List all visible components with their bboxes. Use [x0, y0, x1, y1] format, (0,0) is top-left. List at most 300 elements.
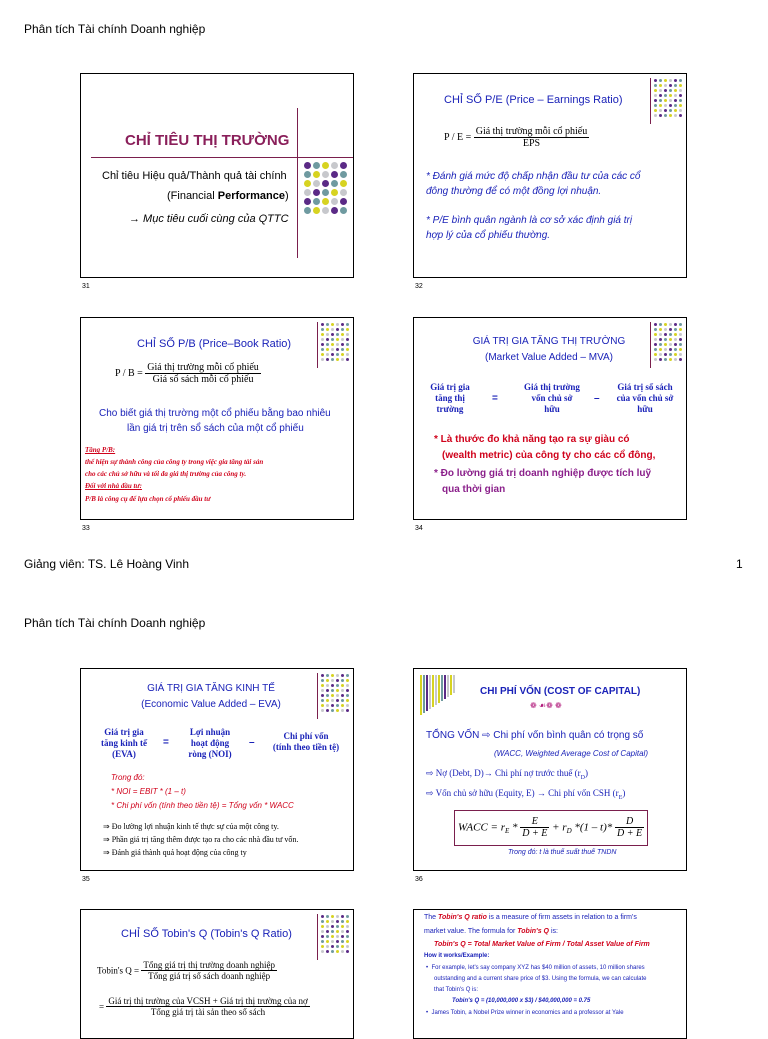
slide-text: Chỉ tiêu Hiệu quả/Thành quả tài chính	[102, 170, 287, 182]
slide-text: * Là thước đo khả năng tạo ra sự giàu có	[434, 434, 630, 445]
decorative-dot	[326, 674, 329, 677]
decorative-dot	[659, 84, 662, 87]
slide-title: CHI PHÍ VỐN (COST OF CAPITAL)	[480, 686, 641, 697]
decorative-stripe	[453, 675, 455, 693]
decorative-dot	[346, 940, 349, 943]
decorative-dot	[341, 925, 344, 928]
decorative-dot	[659, 79, 662, 82]
slide-text: * Chi phí vốn (tính theo tiền tệ) = Tổng vốn * WACC	[111, 801, 294, 810]
slide-title: CHỈ SỐ P/B (Price–Book Ratio)	[137, 338, 292, 350]
decorative-dot	[326, 945, 329, 948]
decorative-dot	[326, 940, 329, 943]
decorative-dot	[346, 694, 349, 697]
decorative-dot	[336, 684, 339, 687]
decorative-dot	[326, 920, 329, 923]
decorative-dot	[331, 704, 334, 707]
decorative-dot	[321, 915, 324, 918]
decorative-dot	[679, 89, 682, 92]
decorative-dot	[664, 109, 667, 112]
slide-37	[80, 909, 354, 1039]
decorative-dot	[669, 338, 672, 341]
decorative-dot	[341, 915, 344, 918]
decorative-dot	[322, 207, 329, 214]
decorative-dot	[331, 945, 334, 948]
decorative-dot	[341, 684, 344, 687]
slide-number: 31	[82, 283, 90, 290]
decorative-dot	[341, 353, 344, 356]
decorative-dot	[669, 99, 672, 102]
decorative-stripe	[438, 675, 440, 703]
minus-sign: –	[594, 393, 600, 404]
decorative-dot	[326, 333, 329, 336]
decorative-dot	[331, 935, 334, 938]
decorative-dot	[679, 109, 682, 112]
decorative-dot	[664, 323, 667, 326]
decorative-dot	[304, 207, 311, 214]
decorative-dot	[654, 84, 657, 87]
decorative-dot	[679, 353, 682, 356]
decorative-dot	[322, 198, 329, 205]
decorative-dot	[321, 709, 324, 712]
decorative-dot	[336, 945, 339, 948]
decorative-dot	[321, 920, 324, 923]
slide-title: GIÁ TRỊ GIA TĂNG KINH TẾ	[147, 683, 275, 694]
decorative-dot	[346, 950, 349, 953]
decorative-dot	[669, 84, 672, 87]
slide-text: (WACC, Weighted Average Cost of Capital)	[494, 749, 648, 758]
decorative-dot	[346, 338, 349, 341]
decorative-dot	[336, 348, 339, 351]
decorative-dot	[331, 920, 334, 923]
decorative-dot	[321, 704, 324, 707]
decorative-dot	[321, 930, 324, 933]
slide-36	[413, 668, 687, 871]
slide-text: * NOI = EBIT * (1 – t)	[111, 787, 186, 796]
decorative-dot	[346, 920, 349, 923]
decorative-dots	[321, 323, 353, 363]
decorative-dot	[336, 940, 339, 943]
slide-title: CHỈ SỐ Tobin's Q (Tobin's Q Ratio)	[121, 928, 292, 940]
slide-text: lần giá trị trên sổ sách của một cổ phiếu	[127, 423, 304, 434]
slide-text: hợp lý của cổ phiếu thường.	[426, 230, 551, 241]
decorative-dot	[669, 114, 672, 117]
minus-sign: –	[249, 737, 255, 748]
slide-text: TỔNG VỐN ⇨ Chi phí vốn bình quân có trọng số	[426, 730, 644, 741]
decorative-dot	[664, 89, 667, 92]
slide-text: * P/E bình quân ngành là cơ sở xác định giá trị	[426, 215, 633, 226]
decorative-stripe	[444, 675, 446, 699]
decorative-dot	[346, 915, 349, 918]
decorative-dot	[331, 343, 334, 346]
decorative-dot	[340, 207, 347, 214]
decorative-dot	[674, 333, 677, 336]
decorative-dot	[669, 353, 672, 356]
decorative-dots	[654, 323, 686, 363]
slide-number: 33	[82, 525, 90, 532]
decorative-dot	[664, 104, 667, 107]
decorative-dot	[322, 162, 329, 169]
decorative-dot	[659, 348, 662, 351]
equals-sign: =	[492, 393, 498, 404]
decorative-stripe	[432, 675, 434, 707]
decorative-dot	[341, 358, 344, 361]
decorative-dot	[674, 109, 677, 112]
decorative-dot	[331, 950, 334, 953]
decorative-dot	[336, 915, 339, 918]
decorative-dot	[341, 338, 344, 341]
slide-text: → Mục tiêu cuối cùng của QTTC	[129, 213, 289, 225]
slide-text: • For example, let's say company XYZ has $40 million of assets, 10 million shares	[426, 965, 645, 971]
slide-text: * Đánh giá mức độ chấp nhận đầu tư của các cổ	[426, 171, 641, 182]
decorative-dot	[331, 338, 334, 341]
decorative-dot	[679, 104, 682, 107]
slide-title: CHỈ SỐ P/E (Price – Earnings Ratio)	[444, 94, 623, 106]
decorative-dot	[341, 694, 344, 697]
decorative-dot	[326, 348, 329, 351]
decorative-dot	[340, 180, 347, 187]
decorative-dot	[321, 694, 324, 697]
decorative-dot	[341, 940, 344, 943]
decorative-dot	[659, 114, 662, 117]
decorative-dot	[674, 94, 677, 97]
decorative-dots	[654, 79, 686, 119]
decorative-dot	[654, 104, 657, 107]
decorative-dot	[341, 328, 344, 331]
decorative-dot	[346, 709, 349, 712]
decorative-dot	[331, 207, 338, 214]
decorative-dot	[331, 171, 338, 178]
decorative-dot	[654, 353, 657, 356]
decorative-dot	[340, 162, 347, 169]
slide-text: Tobin's Q = (10,000,000 x $3) / $40,000,000 = 0.75	[452, 998, 591, 1004]
decorative-dot	[341, 689, 344, 692]
decorative-dot	[313, 198, 320, 205]
decorative-dot	[659, 358, 662, 361]
decorative-dot	[654, 323, 657, 326]
decorative-dot	[336, 699, 339, 702]
decorative-dot	[679, 94, 682, 97]
decorative-dot	[346, 333, 349, 336]
decorative-dot	[674, 338, 677, 341]
decorative-dot	[336, 920, 339, 923]
decorative-dot	[346, 358, 349, 361]
decorative-dot	[664, 114, 667, 117]
slide-31	[80, 73, 354, 278]
decorative-dot	[336, 935, 339, 938]
decorative-stripe	[447, 675, 449, 697]
decorative-dot	[679, 343, 682, 346]
decorative-dot	[336, 694, 339, 697]
slide-number: 35	[82, 876, 90, 883]
decorative-dot	[346, 343, 349, 346]
decorative-dot	[331, 162, 338, 169]
ornament: ❁ ☙❁ ❁	[530, 701, 562, 710]
decorative-dot	[331, 328, 334, 331]
wacc-formula: WACC = $r_E$ * $\frac{E}{D + E}$ + $r_D$ *(1 – t)* $\frac{D}{D + E}$	[458, 816, 643, 839]
decorative-dot	[340, 189, 347, 196]
decorative-dot	[674, 89, 677, 92]
decorative-dot	[313, 207, 320, 214]
slide-text: thể hiện sự thành công của công ty trong việc gia tăng tài sản	[85, 458, 264, 466]
mva-term: Giá thị trường vốn chủ sở hữu	[524, 382, 580, 414]
decorative-dot	[341, 930, 344, 933]
decorative-dot	[326, 343, 329, 346]
decorative-dot	[669, 323, 672, 326]
slide-32	[413, 73, 687, 278]
decorative-dot	[654, 343, 657, 346]
decorative-dot	[326, 353, 329, 356]
decorative-dot	[679, 333, 682, 336]
decorative-dot	[331, 915, 334, 918]
slide-35	[80, 668, 354, 871]
slide-text: The Tobin's Q ratio is a measure of firm assets in relation to a firm's	[424, 914, 637, 921]
decorative-dot	[669, 89, 672, 92]
slide-text: (wealth metric) của công ty cho các cổ đông,	[442, 450, 656, 461]
decorative-dot	[664, 79, 667, 82]
decorative-dot	[674, 84, 677, 87]
decorative-dot	[321, 684, 324, 687]
decorative-dot	[331, 930, 334, 933]
decorative-dot	[679, 84, 682, 87]
equals-sign: =	[163, 737, 169, 748]
decorative-dot	[331, 674, 334, 677]
decorative-dot	[321, 323, 324, 326]
tobin-formula-2: = $\frac{\text{Giá trị thị trường của VCSH + Giá trị thị trường của nợ}}{\text{Tổng giá trị tài sản theo sổ sách}}$	[99, 996, 308, 1017]
decorative-dot	[654, 333, 657, 336]
decorative-dot	[341, 945, 344, 948]
decorative-dot	[331, 925, 334, 928]
decorative-dot	[321, 348, 324, 351]
decorative-dot	[654, 328, 657, 331]
decorative-dot	[341, 935, 344, 938]
decorative-dot	[669, 79, 672, 82]
decorative-dot	[331, 699, 334, 702]
decorative-dot	[659, 343, 662, 346]
decorative-dot	[331, 358, 334, 361]
decorative-dot	[331, 353, 334, 356]
slide-text: that Tobin's Q is:	[434, 987, 479, 993]
decorative-dot	[654, 348, 657, 351]
decorative-dot	[336, 674, 339, 677]
decorative-dot	[669, 94, 672, 97]
decorative-dot	[659, 109, 662, 112]
decorative-dot	[674, 353, 677, 356]
decorative-dot	[336, 338, 339, 341]
slide-text: Tăng P/B:	[85, 446, 116, 454]
decorative-dot	[321, 940, 324, 943]
decorative-dot	[664, 94, 667, 97]
slide-text: • James Tobin, a Nobel Prize winner in economics and a professor at Yale	[426, 1010, 624, 1016]
decorative-dot	[659, 94, 662, 97]
slide-text: đông thường để có một đồng lợi nhuận.	[426, 186, 602, 197]
decorative-dot	[340, 171, 347, 178]
decorative-dot	[654, 79, 657, 82]
decorative-dot	[674, 114, 677, 117]
mva-term: Giá trị sổ sách của vốn chủ sở hữu	[616, 382, 674, 414]
slide-text: Tobin's Q = Total Market Value of Firm / Total Asset Value of Firm	[434, 941, 650, 948]
page-number: 1	[736, 557, 743, 571]
decorative-dot	[674, 328, 677, 331]
decorative-dot	[679, 328, 682, 331]
decorative-dot	[336, 689, 339, 692]
decorative-dot	[336, 950, 339, 953]
decorative-dot	[669, 328, 672, 331]
decorative-dot	[659, 353, 662, 356]
decorative-dot	[674, 358, 677, 361]
decorative-stripe	[441, 675, 443, 701]
slide-number: 32	[415, 283, 423, 290]
page-footer-lecturer: Giảng viên: TS. Lê Hoàng Vinh	[24, 557, 189, 571]
decorative-dot	[669, 333, 672, 336]
decorative-dot	[341, 348, 344, 351]
decorative-dot	[346, 684, 349, 687]
decorative-dot	[313, 189, 320, 196]
slide-text: cho các chủ sở hữu và tối đa giá thị trường của công ty.	[85, 470, 247, 478]
decorative-dot	[341, 333, 344, 336]
decorative-dot	[326, 915, 329, 918]
decorative-dot	[321, 333, 324, 336]
decorative-dot	[659, 323, 662, 326]
decorative-dot	[326, 689, 329, 692]
decorative-dot	[341, 709, 344, 712]
decorative-dot	[336, 925, 339, 928]
decorative-dot	[654, 338, 657, 341]
decorative-dot	[321, 950, 324, 953]
decorative-dot	[304, 189, 311, 196]
decorative-dot	[331, 689, 334, 692]
eva-term: Lợi nhuận hoạt động ròng (NOI)	[188, 727, 232, 759]
tobin-formula: Tobin's Q = $\frac{\text{Tổng giá trị thị trường doanh nghiệp}}{\text{Tổng giá trị sổ sách doanh nghiệp}}$	[97, 960, 275, 981]
decorative-dot	[336, 323, 339, 326]
decorative-dot	[659, 104, 662, 107]
decorative-dot	[331, 189, 338, 196]
slide-subtitle: (Economic Value Added – EVA)	[141, 699, 281, 710]
decorative-dot	[664, 328, 667, 331]
eva-term: Chi phí vốn (tính theo tiền tệ)	[272, 731, 340, 752]
decorative-dot	[674, 99, 677, 102]
slide-text: Đối với nhà đầu tư:	[85, 482, 142, 490]
decorative-dot	[654, 94, 657, 97]
decorative-dots	[321, 674, 353, 714]
decorative-dot	[654, 358, 657, 361]
decorative-dot	[331, 348, 334, 351]
decorative-dot	[331, 679, 334, 682]
decorative-dot	[341, 674, 344, 677]
decorative-dot	[331, 333, 334, 336]
decorative-dot	[674, 323, 677, 326]
decorative-stripe	[450, 675, 452, 695]
decorative-dot	[674, 104, 677, 107]
slide-number: 34	[415, 525, 423, 532]
decorative-dot	[341, 950, 344, 953]
eva-term: Giá trị gia tăng kinh tế (EVA)	[100, 727, 147, 759]
decorative-dot	[346, 328, 349, 331]
decorative-dot	[326, 704, 329, 707]
decorative-dot	[321, 353, 324, 356]
decorative-dot	[669, 358, 672, 361]
decorative-dot	[326, 699, 329, 702]
decorative-dot	[654, 99, 657, 102]
decorative-dot	[336, 343, 339, 346]
slide-text: ⇒ Phần giá trị tăng thêm được tạo ra cho các nhà đầu tư vốn.	[103, 835, 299, 844]
decorative-dot	[321, 338, 324, 341]
decorative-dot	[654, 114, 657, 117]
decorative-dot	[321, 689, 324, 692]
decorative-dot	[336, 704, 339, 707]
decorative-dot	[321, 945, 324, 948]
decorative-dot	[322, 180, 329, 187]
decorative-dot	[669, 348, 672, 351]
decorative-dot	[679, 358, 682, 361]
decorative-dot	[336, 679, 339, 682]
slide-text: market value. The formula for Tobin's Q is:	[424, 928, 558, 935]
decorative-dot	[326, 950, 329, 953]
decorative-dot	[669, 109, 672, 112]
decorative-dot	[336, 709, 339, 712]
slide-text: ⇨ Nợ (Debt, D)→ Chi phí nợ trước thuế $(r_D)$	[426, 768, 589, 781]
slide-text: P/B là công cụ để lựa chọn cổ phiếu đầu tư	[85, 495, 211, 503]
decorative-dot	[659, 328, 662, 331]
mva-term: Giá trị gia tăng thị trường	[430, 382, 470, 414]
decorative-dot	[336, 930, 339, 933]
decorative-dot	[679, 79, 682, 82]
decorative-dot	[669, 104, 672, 107]
decorative-dot	[346, 353, 349, 356]
decorative-dot	[659, 338, 662, 341]
slide-text: ⇨ Vốn chủ sở hữu (Equity, E) → Chi phí vốn CSH $(r_E)$	[426, 788, 626, 801]
decorative-dot	[679, 99, 682, 102]
decorative-dot	[331, 709, 334, 712]
decorative-dot	[321, 935, 324, 938]
decorative-dot	[664, 99, 667, 102]
decorative-stripes	[420, 675, 466, 723]
slide-text: ⇒ Đo lường lợi nhuận kinh tế thực sự của một công ty.	[103, 822, 279, 831]
decorative-dot	[659, 99, 662, 102]
slide-text: How it works/Example:	[424, 953, 490, 959]
slide-title: GIÁ TRỊ GIA TĂNG THỊ TRƯỜNG	[472, 336, 626, 347]
decorative-dot	[346, 689, 349, 692]
decorative-dot	[679, 338, 682, 341]
slide-text: qua thời gian	[442, 484, 506, 495]
decorative-dot	[313, 180, 320, 187]
decorative-dot	[331, 684, 334, 687]
decorative-dot	[341, 920, 344, 923]
decorative-dot	[321, 674, 324, 677]
decorative-dot	[304, 171, 311, 178]
decorative-dot	[346, 348, 349, 351]
decorative-dot	[321, 343, 324, 346]
decorative-dot	[679, 323, 682, 326]
decorative-dot	[331, 198, 338, 205]
decorative-dot	[326, 930, 329, 933]
decorative-dot	[346, 945, 349, 948]
decorative-dot	[321, 699, 324, 702]
page-header: Phân tích Tài chính Doanh nghiệp	[24, 22, 206, 36]
decorative-dot	[321, 358, 324, 361]
decorative-dot	[664, 353, 667, 356]
decorative-dot	[341, 704, 344, 707]
decorative-dot	[326, 935, 329, 938]
decorative-dot	[340, 198, 347, 205]
decorative-dot	[304, 198, 311, 205]
decorative-dot	[346, 935, 349, 938]
pb-formula: P / B = $\frac{\text{Giá thị trường mỗi cổ phiếu}}{\text{Giá sổ sách mỗi cổ phiếu}}$	[115, 362, 259, 385]
decorative-dot	[326, 338, 329, 341]
slide-text: Cho biết giá thị trường một cổ phiếu bằng bao nhiêu	[99, 408, 331, 419]
decorative-stripe	[420, 675, 422, 715]
decorative-dot	[654, 89, 657, 92]
decorative-dot	[659, 333, 662, 336]
